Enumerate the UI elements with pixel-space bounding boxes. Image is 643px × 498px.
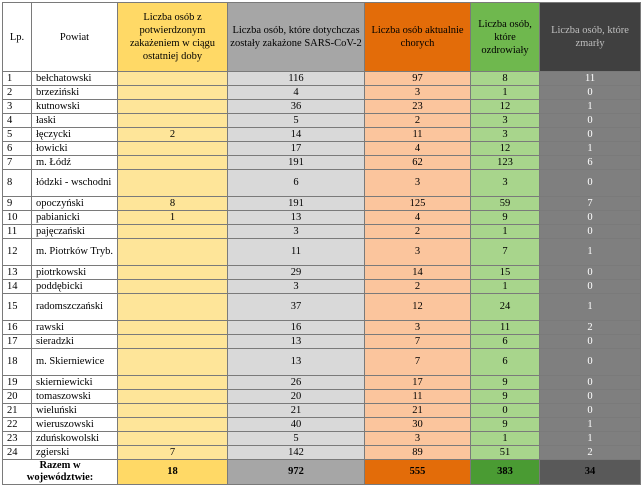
row-lp: 5 <box>3 128 32 142</box>
row-currently-ill: 62 <box>365 156 471 170</box>
row-currently-ill: 21 <box>365 404 471 418</box>
row-powiat: wieruszowski <box>32 418 118 432</box>
row-recovered: 9 <box>471 376 540 390</box>
row-lp: 24 <box>3 446 32 460</box>
row-lp: 1 <box>3 72 32 86</box>
row-total-infected: 5 <box>228 432 365 446</box>
row-currently-ill: 12 <box>365 294 471 321</box>
table-row <box>3 376 641 390</box>
table-row <box>3 418 641 432</box>
row-new-cases <box>118 418 228 432</box>
row-deaths: 0 <box>540 211 641 225</box>
row-lp: 23 <box>3 432 32 446</box>
row-lp: 12 <box>3 239 32 266</box>
row-recovered: 9 <box>471 390 540 404</box>
row-new-cases <box>118 349 228 376</box>
table-row <box>3 100 641 114</box>
row-recovered: 1 <box>471 280 540 294</box>
row-recovered: 1 <box>471 432 540 446</box>
row-total-infected: 37 <box>228 294 365 321</box>
row-currently-ill: 97 <box>365 72 471 86</box>
row-total-infected: 116 <box>228 72 365 86</box>
row-currently-ill: 23 <box>365 100 471 114</box>
row-total-infected: 14 <box>228 128 365 142</box>
row-lp: 2 <box>3 86 32 100</box>
table-row <box>3 211 641 225</box>
table-body <box>3 72 641 460</box>
row-powiat: sieradzki <box>32 335 118 349</box>
row-lp: 22 <box>3 418 32 432</box>
row-deaths: 0 <box>540 390 641 404</box>
row-total-infected: 17 <box>228 142 365 156</box>
row-total-infected: 11 <box>228 239 365 266</box>
summary-recovered: 383 <box>471 460 540 485</box>
row-recovered: 24 <box>471 294 540 321</box>
covid-powiat-table <box>2 2 641 485</box>
row-lp: 9 <box>3 197 32 211</box>
row-lp: 4 <box>3 114 32 128</box>
row-recovered: 7 <box>471 239 540 266</box>
row-deaths: 0 <box>540 349 641 376</box>
row-total-infected: 4 <box>228 86 365 100</box>
row-powiat: kutnowski <box>32 100 118 114</box>
row-lp: 7 <box>3 156 32 170</box>
row-deaths: 0 <box>540 128 641 142</box>
row-deaths: 7 <box>540 197 641 211</box>
header-powiat: Powiat <box>32 3 118 72</box>
row-new-cases <box>118 335 228 349</box>
row-recovered: 9 <box>471 418 540 432</box>
table-row <box>3 86 641 100</box>
row-currently-ill: 3 <box>365 239 471 266</box>
row-new-cases <box>118 239 228 266</box>
header-new-cases: Liczba osób z potwierdzonym zakażeniem w ciągu ostatniej doby <box>118 3 228 72</box>
row-recovered: 3 <box>471 128 540 142</box>
row-currently-ill: 2 <box>365 114 471 128</box>
row-new-cases <box>118 86 228 100</box>
row-deaths: 0 <box>540 170 641 197</box>
row-lp: 15 <box>3 294 32 321</box>
row-currently-ill: 7 <box>365 335 471 349</box>
table-row <box>3 225 641 239</box>
row-deaths: 0 <box>540 86 641 100</box>
row-powiat: brzeziński <box>32 86 118 100</box>
row-currently-ill: 3 <box>365 170 471 197</box>
table-row <box>3 294 641 321</box>
row-new-cases <box>118 100 228 114</box>
row-recovered: 12 <box>471 142 540 156</box>
row-new-cases <box>118 72 228 86</box>
row-total-infected: 13 <box>228 335 365 349</box>
row-new-cases <box>118 432 228 446</box>
row-total-infected: 142 <box>228 446 365 460</box>
header-lp: Lp. <box>3 3 32 72</box>
row-new-cases <box>118 321 228 335</box>
row-lp: 14 <box>3 280 32 294</box>
row-deaths: 1 <box>540 142 641 156</box>
table-row <box>3 197 641 211</box>
table-row <box>3 72 641 86</box>
row-lp: 18 <box>3 349 32 376</box>
row-total-infected: 13 <box>228 211 365 225</box>
row-total-infected: 13 <box>228 349 365 376</box>
row-recovered: 9 <box>471 211 540 225</box>
row-total-infected: 21 <box>228 404 365 418</box>
summary-new-cases: 18 <box>118 460 228 485</box>
header-recovered: Liczba osób, które ozdrowiały <box>471 3 540 72</box>
row-currently-ill: 3 <box>365 432 471 446</box>
row-powiat: piotrkowski <box>32 266 118 280</box>
row-currently-ill: 125 <box>365 197 471 211</box>
row-new-cases <box>118 142 228 156</box>
summary-deaths: 34 <box>540 460 641 485</box>
row-deaths: 0 <box>540 404 641 418</box>
row-new-cases <box>118 266 228 280</box>
row-recovered: 8 <box>471 72 540 86</box>
row-new-cases <box>118 390 228 404</box>
row-powiat: rawski <box>32 321 118 335</box>
table-row <box>3 156 641 170</box>
row-powiat: opoczyński <box>32 197 118 211</box>
row-deaths: 1 <box>540 100 641 114</box>
table-row <box>3 114 641 128</box>
row-total-infected: 6 <box>228 170 365 197</box>
row-recovered: 6 <box>471 335 540 349</box>
summary-row <box>3 460 641 485</box>
row-total-infected: 191 <box>228 197 365 211</box>
row-currently-ill: 11 <box>365 128 471 142</box>
table-row <box>3 390 641 404</box>
row-deaths: 1 <box>540 239 641 266</box>
row-new-cases <box>118 225 228 239</box>
row-deaths: 1 <box>540 418 641 432</box>
row-powiat: tomaszowski <box>32 390 118 404</box>
table-row <box>3 239 641 266</box>
table-row <box>3 142 641 156</box>
row-total-infected: 29 <box>228 266 365 280</box>
row-lp: 6 <box>3 142 32 156</box>
row-total-infected: 3 <box>228 280 365 294</box>
row-deaths: 2 <box>540 321 641 335</box>
row-currently-ill: 4 <box>365 211 471 225</box>
row-powiat: łaski <box>32 114 118 128</box>
row-total-infected: 40 <box>228 418 365 432</box>
row-total-infected: 36 <box>228 100 365 114</box>
row-recovered: 0 <box>471 404 540 418</box>
row-deaths: 0 <box>540 114 641 128</box>
row-lp: 13 <box>3 266 32 280</box>
table-row <box>3 446 641 460</box>
row-deaths: 1 <box>540 432 641 446</box>
row-new-cases <box>118 404 228 418</box>
row-powiat: pajęczański <box>32 225 118 239</box>
table-row <box>3 432 641 446</box>
summary-label: Razem w województwie: <box>3 460 118 485</box>
table-row <box>3 128 641 142</box>
summary-total-infected: 972 <box>228 460 365 485</box>
row-lp: 3 <box>3 100 32 114</box>
table-row <box>3 335 641 349</box>
row-deaths: 6 <box>540 156 641 170</box>
table-row <box>3 404 641 418</box>
row-total-infected: 16 <box>228 321 365 335</box>
row-lp: 16 <box>3 321 32 335</box>
row-new-cases <box>118 156 228 170</box>
row-total-infected: 20 <box>228 390 365 404</box>
row-deaths: 0 <box>540 225 641 239</box>
row-recovered: 1 <box>471 86 540 100</box>
row-lp: 11 <box>3 225 32 239</box>
table-row <box>3 170 641 197</box>
row-lp: 17 <box>3 335 32 349</box>
row-currently-ill: 2 <box>365 280 471 294</box>
row-lp: 21 <box>3 404 32 418</box>
row-powiat: łódzki - wschodni <box>32 170 118 197</box>
row-total-infected: 26 <box>228 376 365 390</box>
row-new-cases <box>118 114 228 128</box>
row-deaths: 11 <box>540 72 641 86</box>
table-row <box>3 321 641 335</box>
row-currently-ill: 2 <box>365 225 471 239</box>
row-powiat: radomszczański <box>32 294 118 321</box>
summary-currently-ill: 555 <box>365 460 471 485</box>
row-recovered: 11 <box>471 321 540 335</box>
row-currently-ill: 7 <box>365 349 471 376</box>
row-powiat: bełchatowski <box>32 72 118 86</box>
row-total-infected: 3 <box>228 225 365 239</box>
row-recovered: 3 <box>471 114 540 128</box>
row-deaths: 0 <box>540 376 641 390</box>
row-deaths: 0 <box>540 266 641 280</box>
row-recovered: 12 <box>471 100 540 114</box>
row-new-cases: 1 <box>118 211 228 225</box>
row-new-cases <box>118 294 228 321</box>
row-currently-ill: 30 <box>365 418 471 432</box>
row-currently-ill: 3 <box>365 86 471 100</box>
row-total-infected: 191 <box>228 156 365 170</box>
row-powiat: skierniewicki <box>32 376 118 390</box>
row-lp: 8 <box>3 170 32 197</box>
row-powiat: m. Piotrków Tryb. <box>32 239 118 266</box>
row-powiat: poddębicki <box>32 280 118 294</box>
row-recovered: 123 <box>471 156 540 170</box>
row-new-cases <box>118 170 228 197</box>
header-currently-ill: Liczba osób aktualnie chorych <box>365 3 471 72</box>
row-deaths: 0 <box>540 280 641 294</box>
row-deaths: 1 <box>540 294 641 321</box>
row-new-cases <box>118 376 228 390</box>
row-currently-ill: 17 <box>365 376 471 390</box>
row-currently-ill: 11 <box>365 390 471 404</box>
row-recovered: 59 <box>471 197 540 211</box>
row-recovered: 1 <box>471 225 540 239</box>
row-recovered: 3 <box>471 170 540 197</box>
row-new-cases: 2 <box>118 128 228 142</box>
row-lp: 20 <box>3 390 32 404</box>
row-new-cases: 8 <box>118 197 228 211</box>
row-lp: 10 <box>3 211 32 225</box>
row-total-infected: 5 <box>228 114 365 128</box>
row-recovered: 15 <box>471 266 540 280</box>
row-powiat: m. Skierniewice <box>32 349 118 376</box>
row-powiat: łęczycki <box>32 128 118 142</box>
row-currently-ill: 3 <box>365 321 471 335</box>
table-row <box>3 349 641 376</box>
row-currently-ill: 89 <box>365 446 471 460</box>
row-new-cases <box>118 280 228 294</box>
row-deaths: 0 <box>540 335 641 349</box>
row-powiat: wieluński <box>32 404 118 418</box>
table-row <box>3 280 641 294</box>
row-recovered: 6 <box>471 349 540 376</box>
row-currently-ill: 14 <box>365 266 471 280</box>
row-powiat: zgierski <box>32 446 118 460</box>
row-powiat: zduńskowolski <box>32 432 118 446</box>
row-powiat: m. Łódź <box>32 156 118 170</box>
header-total-infected: Liczba osób, które dotychczas zostały zakażone SARS-CoV-2 <box>228 3 365 72</box>
row-powiat: pabianicki <box>32 211 118 225</box>
header-deaths: Liczba osób, które zmarły <box>540 3 641 72</box>
row-recovered: 51 <box>471 446 540 460</box>
row-currently-ill: 4 <box>365 142 471 156</box>
row-deaths: 2 <box>540 446 641 460</box>
row-lp: 19 <box>3 376 32 390</box>
table-row <box>3 266 641 280</box>
header-row <box>3 3 641 72</box>
row-powiat: łowicki <box>32 142 118 156</box>
row-new-cases: 7 <box>118 446 228 460</box>
